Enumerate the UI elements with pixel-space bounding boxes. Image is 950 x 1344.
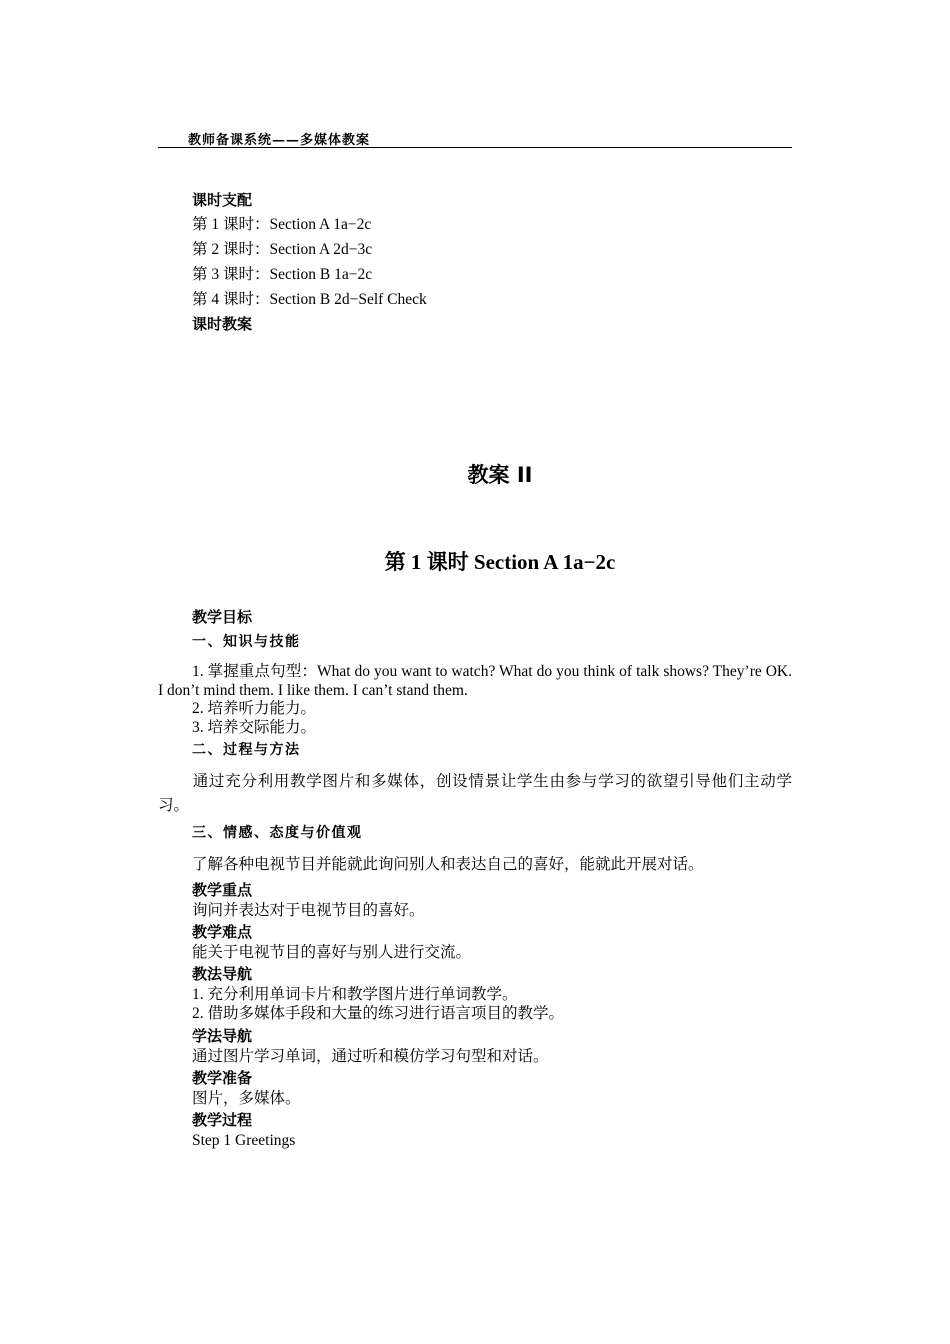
knowledge-item-3: 3. 培养交际能力。 (192, 719, 317, 736)
header-divider (158, 147, 792, 148)
knowledge-item-text: 1. 掌握重点句型：What do you want to watch? What do you think of talk shows? They’re OK. I don’t mind them. I like them. I can’t stand them. (158, 663, 792, 699)
difficulties-text: 能关于电视节目的喜好与别人进行交流。 (192, 944, 472, 961)
schedule-item: 第 4 课时：Section B 2d−Self Check (192, 291, 427, 308)
process-method-content: 通过充分利用教学图片和多媒体，创设情景让学生由参与学习的欲望引导他们主动学习。 (158, 773, 792, 814)
lesson-title: 第 1 课时 Section A 1a−2c (384, 550, 616, 574)
objectives-heading: 教学目标 (192, 608, 253, 626)
plan-heading: 课时教案 (192, 315, 253, 333)
key-points-heading: 教学重点 (192, 881, 253, 899)
schedule-item: 第 2 课时：Section A 2d−3c (192, 241, 373, 258)
key-points-text: 询问并表达对于电视节目的喜好。 (192, 902, 425, 919)
learning-methods-text: 通过图片学习单词，通过听和模仿学习句型和对话。 (192, 1048, 549, 1065)
teaching-method-item: 1. 充分利用单词卡片和教学图片进行单词教学。 (192, 986, 518, 1003)
page-header-title: 教师备课系统——多媒体教案 (188, 133, 371, 148)
knowledge-item-2: 2. 培养听力能力。 (192, 700, 317, 717)
process-method-heading: 二、过程与方法 (192, 742, 301, 758)
process-method-text (158, 770, 792, 818)
schedule-item: 第 3 课时：Section B 1a−2c (192, 266, 373, 283)
knowledge-item-1 (158, 662, 792, 700)
teaching-process-heading: 教学过程 (192, 1111, 253, 1129)
learning-methods-heading: 学法导航 (192, 1027, 253, 1045)
step-1-title: Step 1 Greetings (192, 1132, 296, 1149)
preparation-heading: 教学准备 (192, 1069, 253, 1087)
difficulties-heading: 教学难点 (192, 923, 253, 941)
schedule-item: 第 1 课时：Section A 1a−2c (192, 216, 372, 233)
teaching-method-item: 2. 借助多媒体手段和大量的练习进行语言项目的教学。 (192, 1005, 565, 1022)
emotion-heading: 三、情感、态度与价值观 (192, 825, 363, 841)
plan-title: 教案 II (467, 463, 533, 487)
teaching-methods-heading: 教法导航 (192, 965, 253, 983)
knowledge-heading: 一、知识与技能 (192, 634, 301, 650)
emotion-text: 了解各种电视节目并能就此询问别人和表达自己的喜好，能就此开展对话。 (192, 856, 704, 873)
schedule-heading: 课时支配 (192, 191, 253, 209)
preparation-text: 图片，多媒体。 (192, 1090, 301, 1107)
